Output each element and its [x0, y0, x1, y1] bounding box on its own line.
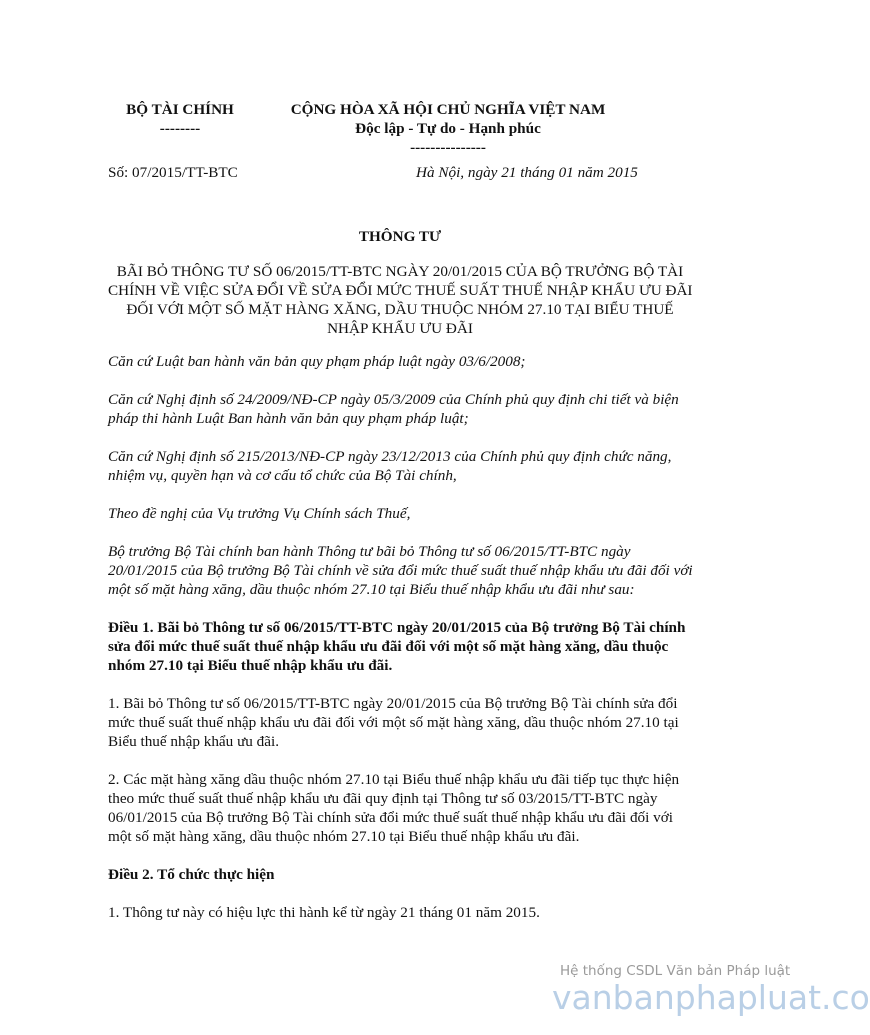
article-2-heading — [108, 865, 698, 884]
article-2-clause-1 — [108, 903, 698, 922]
text-line: Căn cứ Nghị định số 24/2009/NĐ-CP ngày 05/3/2009 của Chính phủ quy định chi tiết và biện — [108, 391, 679, 408]
subtitle-line: NHẬP KHẨU ƯU ĐÃI — [327, 320, 473, 337]
preamble-decree-24 — [108, 390, 698, 428]
watermark-site-link[interactable]: vanbanphapluat.co — [552, 978, 870, 1017]
national-heading — [278, 100, 618, 157]
preamble-decree-215 — [108, 447, 698, 485]
subtitle-line: CHÍNH VỀ VIỆC SỬA ĐỔI VỀ SỬA ĐỔI MỨC THUẾ SUẤT THUẾ NHẬP KHẨU ƯU ĐÃI — [108, 282, 693, 299]
text-line: Điều 1. Bãi bỏ Thông tư số 06/2015/TT-BTC ngày 20/01/2015 của Bộ trưởng Bộ Tài chính — [108, 619, 686, 636]
place-date: Hà Nội, ngày 21 tháng 01 năm 2015 — [416, 164, 638, 181]
article-1-heading — [108, 618, 698, 675]
text-line: pháp thi hành Luật Ban hành văn bản quy phạm pháp luật; — [108, 410, 469, 427]
motto-rule: --------------- — [410, 139, 486, 156]
text-line: Theo đề nghị của Vụ trưởng Vụ Chính sách Thuế, — [108, 505, 411, 522]
preamble-enactment — [108, 542, 698, 599]
text-line: Điều 2. Tổ chức thực hiện — [108, 866, 275, 883]
document-body — [108, 352, 698, 941]
issuer-block — [100, 100, 260, 138]
preamble-law — [108, 352, 698, 371]
ministry-name: BỘ TÀI CHÍNH — [126, 101, 234, 118]
number-date-row — [0, 163, 800, 183]
text-line: Căn cứ Luật ban hành văn bản quy phạm pháp luật ngày 03/6/2008; — [108, 353, 526, 370]
text-line: mức thuế suất thuế nhập khẩu ưu đãi đối với một số mặt hàng xăng, dầu thuộc nhóm 27.10 tại — [108, 714, 679, 731]
text-line: một số mặt hàng xăng, dầu thuộc nhóm 27.10 tại Biểu thuế nhập khẩu ưu đãi như sau: — [108, 581, 635, 598]
text-line: theo mức thuế suất thuế nhập khẩu ưu đãi quy định tại Thông tư số 03/2015/TT-BTC ngày — [108, 790, 658, 807]
text-line: Căn cứ Nghị định số 215/2013/NĐ-CP ngày 23/12/2013 của Chính phủ quy định chức năng, — [108, 448, 672, 465]
watermark-system-label: Hệ thống CSDL Văn bản Pháp luật — [560, 963, 791, 979]
ministry-rule: -------- — [159, 120, 201, 137]
article-1-clause-1 — [108, 694, 698, 751]
text-line: 20/01/2015 của Bộ trưởng Bộ Tài chính về sửa đổi mức thuế suất thuế nhập khẩu ưu đãi đối với — [108, 562, 693, 579]
country-name: CỘNG HÒA XÃ HỘI CHỦ NGHĨA VIỆT NAM — [290, 101, 606, 118]
text-line: Bộ trưởng Bộ Tài chính ban hành Thông tư bãi bỏ Thông tư số 06/2015/TT-BTC ngày — [108, 543, 631, 560]
text-line: 1. Thông tư này có hiệu lực thi hành kể từ ngày 21 tháng 01 năm 2015. — [108, 904, 540, 921]
text-line: nhiệm vụ, quyền hạn và cơ cấu tổ chức của Bộ Tài chính, — [108, 467, 457, 484]
national-motto: Độc lập - Tự do - Hạnh phúc — [355, 120, 541, 137]
text-line: nhóm 27.10 tại Biểu thuế nhập khẩu ưu đãi. — [108, 657, 393, 674]
subtitle-line: ĐỐI VỚI MỘT SỐ MẶT HÀNG XĂNG, DẦU THUỘC NHÓM 27.10 TẠI BIỂU THUẾ — [126, 301, 674, 318]
document-subtitle — [108, 262, 692, 338]
text-line: sửa đổi mức thuế suất thuế nhập khẩu ưu đãi đối với một số mặt hàng xăng, dầu thuộc — [108, 638, 669, 655]
text-line: 2. Các mặt hàng xăng dầu thuộc nhóm 27.10 tại Biểu thuế nhập khẩu ưu đãi tiếp tục thực hiện — [108, 771, 680, 788]
text-line: 1. Bãi bỏ Thông tư số 06/2015/TT-BTC ngày 20/01/2015 của Bộ trưởng Bộ Tài chính sửa đổi — [108, 695, 678, 712]
subtitle-line: BÃI BỎ THÔNG TƯ SỐ 06/2015/TT-BTC NGÀY 20/01/2015 CỦA BỘ TRƯỞNG BỘ TÀI — [116, 263, 684, 280]
text-line: một số mặt hàng xăng, dầu thuộc nhóm 27.10 tại Biểu thuế nhập khẩu ưu đãi. — [108, 828, 580, 845]
document-type: THÔNG TƯ — [358, 228, 442, 245]
document-number: Số: 07/2015/TT-BTC — [108, 164, 238, 181]
text-line: Biểu thuế nhập khẩu ưu đãi. — [108, 733, 280, 750]
preamble-proposal — [108, 504, 698, 523]
article-1-clause-2 — [108, 770, 698, 846]
text-line: 06/01/2015 của Bộ trưởng Bộ Tài chính sửa đổi mức thuế suất thuế nhập khẩu ưu đãi đối với — [108, 809, 673, 826]
